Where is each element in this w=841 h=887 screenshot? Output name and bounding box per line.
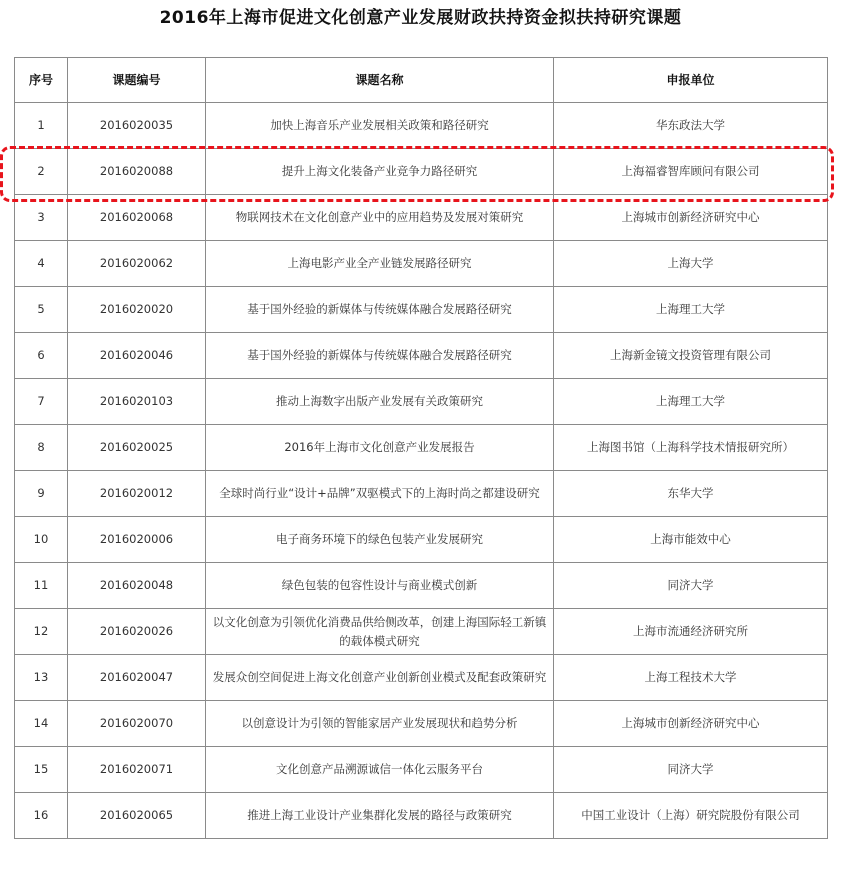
- cell-unit: 上海福睿智库顾问有限公司: [554, 149, 828, 195]
- cell-unit: 同济大学: [554, 747, 828, 793]
- cell-code: 2016020006: [68, 517, 206, 563]
- cell-name: 提升上海文化装备产业竞争力路径研究: [206, 149, 554, 195]
- cell-code: 2016020068: [68, 195, 206, 241]
- cell-index: 11: [15, 563, 68, 609]
- header-code: 课题编号: [68, 58, 206, 103]
- cell-name: 加快上海音乐产业发展相关政策和路径研究: [206, 103, 554, 149]
- cell-index: 5: [15, 287, 68, 333]
- cell-index: 9: [15, 471, 68, 517]
- cell-name: 电子商务环境下的绿色包装产业发展研究: [206, 517, 554, 563]
- table-row: [15, 563, 828, 609]
- table-row: [15, 701, 828, 747]
- cell-name: 基于国外经验的新媒体与传统媒体融合发展路径研究: [206, 333, 554, 379]
- cell-index: 6: [15, 333, 68, 379]
- projects-table: [14, 57, 828, 839]
- page-title: 2016年上海市促进文化创意产业发展财政扶持资金拟扶持研究课题: [159, 8, 682, 28]
- cell-code: 2016020070: [68, 701, 206, 747]
- cell-code: 2016020026: [68, 609, 206, 655]
- cell-code: 2016020071: [68, 747, 206, 793]
- table-row: [15, 149, 828, 195]
- table-row: [15, 517, 828, 563]
- cell-index: 7: [15, 379, 68, 425]
- cell-index: 13: [15, 655, 68, 701]
- cell-code: 2016020065: [68, 793, 206, 839]
- cell-index: 14: [15, 701, 68, 747]
- cell-index: 2: [15, 149, 68, 195]
- table-header-row: [15, 58, 828, 103]
- cell-name: 发展众创空间促进上海文化创意产业创新创业模式及配套政策研究: [206, 655, 554, 701]
- table-row: [15, 471, 828, 517]
- cell-unit: 东华大学: [554, 471, 828, 517]
- cell-name: 推动上海数字出版产业发展有关政策研究: [206, 379, 554, 425]
- cell-unit: 上海图书馆（上海科学技术情报研究所）: [554, 425, 828, 471]
- cell-index: 4: [15, 241, 68, 287]
- cell-name: 以文化创意为引领优化消费品供给侧改革，创建上海国际轻工新镇的载体模式研究: [206, 609, 554, 655]
- cell-unit: 上海理工大学: [554, 379, 828, 425]
- cell-index: 3: [15, 195, 68, 241]
- cell-name: 物联网技术在文化创意产业中的应用趋势及发展对策研究: [206, 195, 554, 241]
- cell-index: 15: [15, 747, 68, 793]
- cell-name: 上海电影产业全产业链发展路径研究: [206, 241, 554, 287]
- cell-name: 全球时尚行业“设计+品牌”双驱模式下的上海时尚之都建设研究: [206, 471, 554, 517]
- table-row: [15, 655, 828, 701]
- cell-index: 12: [15, 609, 68, 655]
- cell-code: 2016020020: [68, 287, 206, 333]
- cell-unit: 上海大学: [554, 241, 828, 287]
- table-row: [15, 379, 828, 425]
- cell-code: 2016020035: [68, 103, 206, 149]
- cell-unit: 上海城市创新经济研究中心: [554, 195, 828, 241]
- header-name: 课题名称: [206, 58, 554, 103]
- cell-name: 推进上海工业设计产业集群化发展的路径与政策研究: [206, 793, 554, 839]
- cell-code: 2016020048: [68, 563, 206, 609]
- cell-unit: 上海新金镜文投资管理有限公司: [554, 333, 828, 379]
- cell-unit: 上海城市创新经济研究中心: [554, 701, 828, 747]
- cell-name: 基于国外经验的新媒体与传统媒体融合发展路径研究: [206, 287, 554, 333]
- cell-code: 2016020062: [68, 241, 206, 287]
- cell-unit: 同济大学: [554, 563, 828, 609]
- cell-unit: 上海市流通经济研究所: [554, 609, 828, 655]
- table-row: [15, 333, 828, 379]
- cell-code: 2016020012: [68, 471, 206, 517]
- cell-index: 8: [15, 425, 68, 471]
- header-unit: 申报单位: [554, 58, 828, 103]
- cell-unit: 上海市能效中心: [554, 517, 828, 563]
- cell-unit: 上海工程技术大学: [554, 655, 828, 701]
- table-row: [15, 195, 828, 241]
- table-row: [15, 425, 828, 471]
- cell-name: 文化创意产品溯源诚信一体化云服务平台: [206, 747, 554, 793]
- cell-code: 2016020046: [68, 333, 206, 379]
- cell-code: 2016020088: [68, 149, 206, 195]
- cell-index: 1: [15, 103, 68, 149]
- table-row: [15, 747, 828, 793]
- cell-unit: 上海理工大学: [554, 287, 828, 333]
- table-row: [15, 287, 828, 333]
- cell-name: 2016年上海市文化创意产业发展报告: [206, 425, 554, 471]
- cell-name: 以创意设计为引领的智能家居产业发展现状和趋势分析: [206, 701, 554, 747]
- cell-index: 16: [15, 793, 68, 839]
- cell-code: 2016020103: [68, 379, 206, 425]
- header-index: 序号: [15, 58, 68, 103]
- cell-index: 10: [15, 517, 68, 563]
- cell-unit: 中国工业设计（上海）研究院股份有限公司: [554, 793, 828, 839]
- cell-code: 2016020025: [68, 425, 206, 471]
- table-row: [15, 793, 828, 839]
- table-row: [15, 241, 828, 287]
- cell-name: 绿色包装的包容性设计与商业模式创新: [206, 563, 554, 609]
- cell-unit: 华东政法大学: [554, 103, 828, 149]
- table-row: [15, 103, 828, 149]
- cell-code: 2016020047: [68, 655, 206, 701]
- table-row: [15, 609, 828, 655]
